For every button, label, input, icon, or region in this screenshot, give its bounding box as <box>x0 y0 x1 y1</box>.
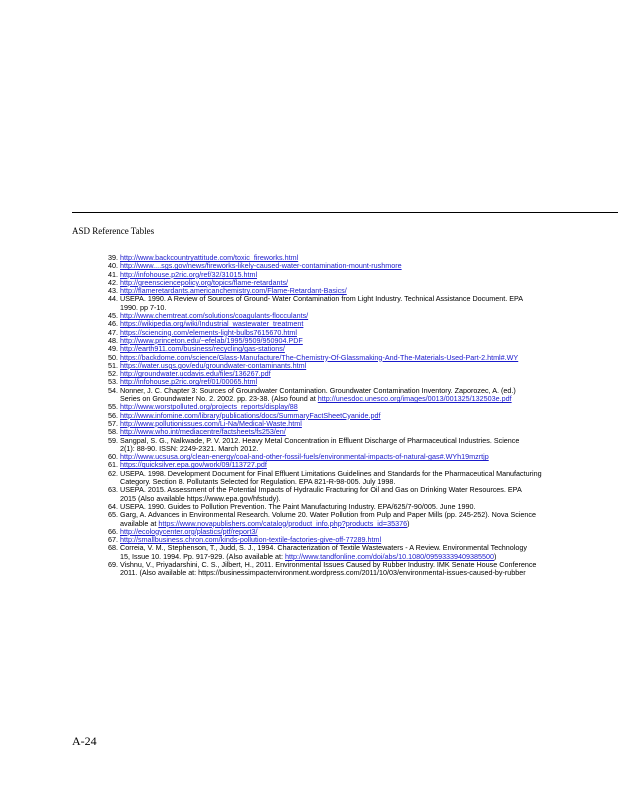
reference-line <box>120 437 618 445</box>
reference-line <box>120 254 618 262</box>
reference-body <box>120 511 618 528</box>
reference-number: 62. <box>108 468 118 478</box>
reference-item <box>98 412 618 420</box>
reference-line <box>120 553 618 561</box>
reference-number: 55. <box>108 402 118 412</box>
reference-body <box>120 254 618 262</box>
reference-line <box>120 453 618 461</box>
page-number: A-24 <box>72 734 97 748</box>
reference-line <box>120 428 618 436</box>
reference-text: Vishnu, V., Priyadarshini, C. S., Jilbert, H., 2011. Environmental Issues Caused by Rubber Industry. IMK Senate House Conference <box>120 560 537 569</box>
reference-text: USEPA. 1990. A Review of Sources of Ground- Water Contamination from Light Industry. Technical Assistance Document. EPA <box>120 295 524 304</box>
reference-item <box>98 262 618 270</box>
reference-line <box>120 478 618 486</box>
reference-number: 46. <box>108 319 118 329</box>
reference-body <box>120 528 618 536</box>
reference-text: USEPA. 1998. Development Document for Final Effluent Limitations Guidelines and Standards for the Pharmaceutical Manufacturing <box>120 469 542 478</box>
reference-line <box>120 536 618 544</box>
reference-number: 56. <box>108 410 118 420</box>
reference-link[interactable]: https://water.usgs.gov/edu/groundwater-contaminants.html <box>120 361 307 370</box>
reference-link[interactable]: https://www.novapublishers.com/catalog/product_info.php?products_id=35376 <box>158 519 408 528</box>
reference-number: 42. <box>108 277 118 287</box>
reference-line <box>120 304 618 312</box>
reference-body <box>120 287 618 295</box>
reference-item <box>98 420 618 428</box>
reference-text: Category. Section 8. Pollutants Selected for Regulation. EPA 821-R-98-005. July 1998. <box>120 478 396 487</box>
reference-link[interactable]: http://www.pollutionissues.com/Li-Na/Medical-Waste.html <box>120 419 302 428</box>
reference-item <box>98 387 618 404</box>
reference-item <box>98 470 618 487</box>
reference-body <box>120 378 618 386</box>
reference-line <box>120 337 618 345</box>
reference-text: Nonner, J. C. Chapter 3: Sources of Groundwater Contamination. Groundwater Contamination Inventory. Zaporozec, A. (ed.) <box>120 386 516 395</box>
reference-body <box>120 295 618 312</box>
reference-link[interactable]: http://smallbusiness.chron.com/kinds-pollution-textile-factories-give-off-77289.html <box>120 536 382 545</box>
reference-body <box>120 412 618 420</box>
reference-number: 45. <box>108 311 118 321</box>
reference-body <box>120 453 618 461</box>
reference-link[interactable]: http://infohouse.p2ric.org/ref/32/31015.html <box>120 270 258 279</box>
reference-line <box>120 362 618 370</box>
reference-number: 47. <box>108 327 118 337</box>
reference-text: available at <box>120 519 159 528</box>
reference-number: 49. <box>108 344 118 354</box>
reference-link[interactable]: http://www.princeton.edu/~efelab/1995/9509/950904.PDF <box>120 336 303 345</box>
reference-line <box>120 495 618 503</box>
reference-number: 65. <box>108 510 118 520</box>
reference-number: 48. <box>108 335 118 345</box>
reference-body <box>120 387 618 404</box>
reference-number: 69. <box>108 559 118 569</box>
reference-body <box>120 354 618 362</box>
reference-line <box>120 561 618 569</box>
reference-item <box>98 287 618 295</box>
reference-item <box>98 437 618 454</box>
reference-number: 58. <box>108 427 118 437</box>
reference-number: 51. <box>108 360 118 370</box>
reference-line <box>120 403 618 411</box>
reference-body <box>120 345 618 353</box>
reference-link[interactable]: http://www.worstpolluted.org/projects_reports/display/88 <box>120 403 298 412</box>
reference-item <box>98 329 618 337</box>
reference-text-after: ) <box>407 519 410 528</box>
reference-item <box>98 528 618 536</box>
reference-link[interactable]: http://greensciencepolicy.org/topics/flame-retardants/ <box>120 278 289 287</box>
reference-line <box>120 412 618 420</box>
reference-line <box>120 271 618 279</box>
reference-body <box>120 470 618 487</box>
reference-item <box>98 461 618 469</box>
reference-item <box>98 362 618 370</box>
reference-line <box>120 287 618 295</box>
header-rule <box>72 212 618 213</box>
reference-link[interactable]: http://www.tandfonline.com/doi/abs/10.1080/09593339409385500 <box>285 552 495 561</box>
reference-text: Garg, A. Advances in Environmental Research. Volume 20. Water Pollution from Pulp and Paper Mills (pp. 245-252). Nova Science <box>120 511 537 520</box>
reference-line <box>120 461 618 469</box>
reference-link[interactable]: http://earth911.com/business/recycling/gas-stations/ <box>120 345 285 354</box>
reference-item <box>98 320 618 328</box>
reference-body <box>120 437 618 454</box>
reference-link[interactable]: http://flameretardants.americanchemistry.com/Flame-Retardant-Basics/ <box>120 287 347 296</box>
reference-number: 57. <box>108 418 118 428</box>
reference-item <box>98 312 618 320</box>
reference-link[interactable]: http://infohouse.p2ric.org/ref/01/00065.html <box>120 378 258 387</box>
reference-number: 52. <box>108 369 118 379</box>
reference-body <box>120 329 618 337</box>
reference-number: 61. <box>108 460 118 470</box>
reference-item <box>98 254 618 262</box>
reference-link[interactable]: http://www.infomine.com/library/publications/docs/SummaryFactSheetCyanide.pdf <box>120 411 381 420</box>
reference-line <box>120 511 618 519</box>
reference-item <box>98 271 618 279</box>
reference-line <box>120 445 618 453</box>
reference-link[interactable]: http://www.backcountryattitude.com/toxic_fireworks.html <box>120 254 299 262</box>
reference-line <box>120 329 618 337</box>
reference-item <box>98 337 618 345</box>
page-header-title: ASD Reference Tables <box>72 226 155 236</box>
reference-body <box>120 370 618 378</box>
reference-number: 67. <box>108 535 118 545</box>
reference-body <box>120 428 618 436</box>
reference-link[interactable]: http://www.who.int/mediacentre/factsheets/fs253/en/ <box>120 428 286 437</box>
reference-body <box>120 561 618 578</box>
reference-link[interactable]: http://groundwater.ucdavis.edu/files/136267.pdf <box>120 370 271 379</box>
reference-item <box>98 536 618 544</box>
reference-line <box>120 420 618 428</box>
reference-number: 41. <box>108 269 118 279</box>
reference-item <box>98 354 618 362</box>
reference-line <box>120 528 618 536</box>
reference-number: 68. <box>108 543 118 553</box>
reference-number: 44. <box>108 294 118 304</box>
reference-body <box>120 312 618 320</box>
reference-line <box>120 312 618 320</box>
reference-link[interactable]: http://www.chemtreat.com/solutions/coagulants-flocculants/ <box>120 312 309 321</box>
reference-line <box>120 279 618 287</box>
reference-number: 54. <box>108 385 118 395</box>
reference-line <box>120 378 618 386</box>
reference-link[interactable]: http://unesdoc.unesco.org/images/0013/001325/132503e.pdf <box>317 395 512 404</box>
reference-text: USEPA. 2015. Assessment of the Potential Impacts of Hydraulic Fracturing for Oil and Gas on Drinking Water Resources. EPA <box>120 486 522 495</box>
reference-line <box>120 470 618 478</box>
reference-item <box>98 370 618 378</box>
reference-number: 43. <box>108 286 118 296</box>
reference-link[interactable]: https://backdome.com/science/Glass-Manufacture/The-Chemistry-Of-Glassmaking-And-The-Materials-Used-Part-2.html#.WY <box>120 353 519 362</box>
reference-item <box>98 403 618 411</box>
reference-line <box>120 345 618 353</box>
reference-text-after: ) <box>494 552 497 561</box>
reference-item <box>98 561 618 578</box>
reference-body <box>120 279 618 287</box>
reference-item <box>98 295 618 312</box>
reference-line <box>120 544 618 552</box>
reference-text: 15, Issue 10. 1994. Pp. 917-929. (Also available at: <box>120 552 286 561</box>
reference-link[interactable]: https://wikipedia.org/wiki/Industrial_wastewater_treatment <box>120 320 304 329</box>
reference-number: 39. <box>108 254 118 262</box>
reference-text: 1990. pp 7-10. <box>120 303 167 312</box>
reference-body <box>120 337 618 345</box>
reference-link[interactable]: http://ecologycenter.org/plastics/ptf/report3/ <box>120 527 258 536</box>
reference-number: 53. <box>108 377 118 387</box>
reference-body <box>120 403 618 411</box>
reference-text: 2(1): 88-90. ISSN: 2249-2321. March 2012. <box>120 444 259 453</box>
reference-text: Correia, V. M., Stephenson, T., Judd, S. J., 1994. Characterization of Textile Wastewaters - A Review. Environmental Technology <box>120 544 527 553</box>
reference-item <box>98 544 618 561</box>
reference-number: 59. <box>108 435 118 445</box>
reference-number: 64. <box>108 501 118 511</box>
reference-line <box>120 370 618 378</box>
reference-text: 2015 (Also available https://www.epa.gov/hfstudy). <box>120 494 281 503</box>
reference-line <box>120 520 618 528</box>
reference-link[interactable]: http://www....sgs.gov/news/fireworks-likely-caused-water-contamination-mount-rushmore <box>120 262 402 271</box>
reference-body <box>120 320 618 328</box>
reference-text: USEPA. 1990. Guides to Pollution Prevention. The Paint Manufacturing Industry. EPA/625/7-90/005. June 1990. <box>120 502 476 511</box>
reference-line <box>120 320 618 328</box>
reference-number: 50. <box>108 352 118 362</box>
reference-line <box>120 354 618 362</box>
reference-number: 40. <box>108 261 118 271</box>
reference-number: 60. <box>108 452 118 462</box>
reference-line <box>120 387 618 395</box>
reference-body <box>120 536 618 544</box>
reference-item <box>98 486 618 503</box>
reference-body <box>120 362 618 370</box>
reference-text: 2011. (Also available at: https://businessimpactenvironment.wordpress.com/2011/10/03/environmental-issues-caused-by-rubber <box>120 569 526 578</box>
reference-line <box>120 486 618 494</box>
reference-body <box>120 486 618 503</box>
reference-body <box>120 544 618 561</box>
reference-line <box>120 395 618 403</box>
reference-link[interactable]: https://quicksilver.epa.gov/work/09/113727.pdf <box>120 461 267 470</box>
reference-line <box>120 262 618 270</box>
reference-body <box>120 503 618 511</box>
reference-text: Sangpal, S. G., Nalkwade, P. V. 2012. Heavy Metal Concentration in Effluent Discharge of Pharmaceutical Industries. Science <box>120 436 520 445</box>
reference-text: Series on Groundwater No. 2. 2002. pp. 23-38. (Also found at <box>120 395 318 404</box>
reference-body <box>120 461 618 469</box>
reference-item <box>98 345 618 353</box>
reference-item <box>98 511 618 528</box>
reference-item <box>98 428 618 436</box>
reference-body <box>120 262 618 270</box>
reference-number: 66. <box>108 526 118 536</box>
reference-body <box>120 271 618 279</box>
reference-body <box>120 420 618 428</box>
reference-item <box>98 279 618 287</box>
reference-line <box>120 569 618 577</box>
reference-item <box>98 453 618 461</box>
reference-item <box>98 503 618 511</box>
reference-link[interactable]: http://www.ucsusa.org/clean-energy/coal-and-other-fossil-fuels/environmental-impacts-of-natural-gas#.WYh19mzrtjp <box>120 453 489 462</box>
reference-link[interactable]: https://sciencing.com/elements-light-bulbs7615670.html <box>120 328 297 337</box>
reference-list <box>98 254 618 578</box>
reference-line <box>120 295 618 303</box>
reference-number: 63. <box>108 485 118 495</box>
reference-line <box>120 503 618 511</box>
reference-item <box>98 378 618 386</box>
